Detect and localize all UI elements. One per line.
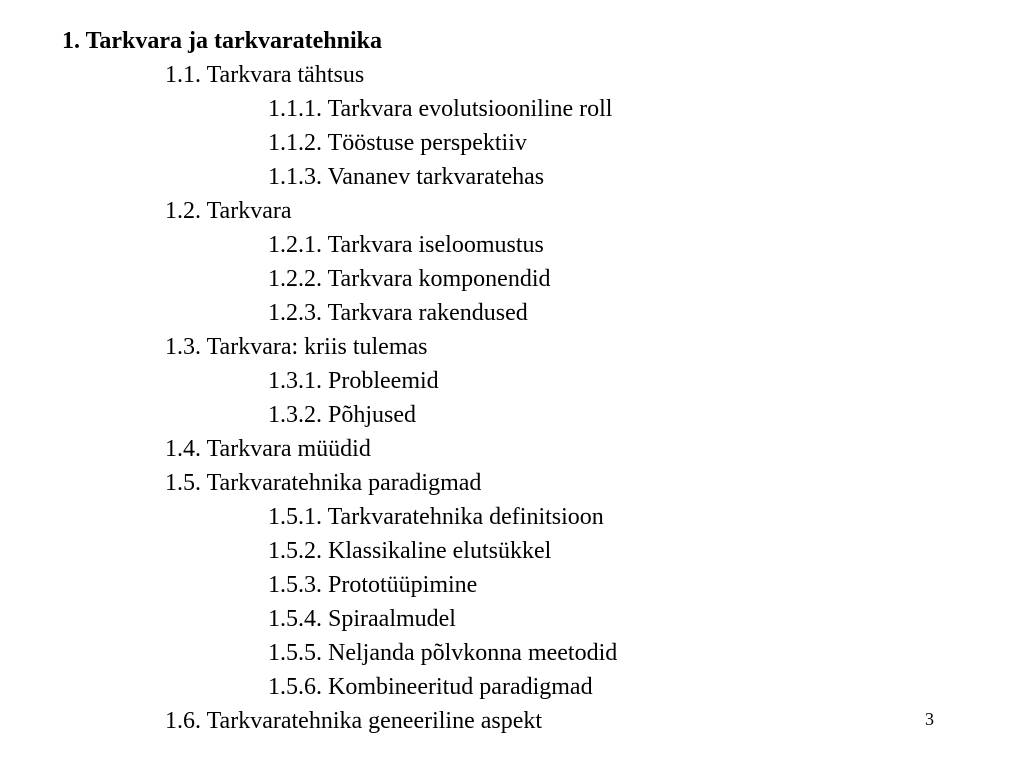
outline-item-1-1: 1.1. Tarkvara tähtsus	[165, 62, 365, 88]
outline-item-1-5-2: 1.5.2. Klassikaline elutsükkel	[268, 538, 552, 564]
outline-item-1-3: 1.3. Tarkvara: kriis tulemas	[165, 334, 428, 360]
outline-item-1-2-2: 1.2.2. Tarkvara komponendid	[268, 266, 551, 292]
outline-item-1-5: 1.5. Tarkvaratehnika paradigmad	[165, 470, 482, 496]
outline-item-1-3-1: 1.3.1. Probleemid	[268, 368, 439, 394]
outline-item-1-2-1: 1.2.1. Tarkvara iseloomustus	[268, 232, 544, 258]
outline-list	[62, 24, 617, 738]
outline-item-1-5-6: 1.5.6. Kombineeritud paradigmad	[268, 674, 593, 700]
outline-item-1-5-5: 1.5.5. Neljanda põlvkonna meetodid	[268, 640, 618, 666]
outline-item-1-1-3: 1.1.3. Vananev tarkvaratehas	[268, 164, 545, 190]
outline-item-1-5-1: 1.5.1. Tarkvaratehnika definitsioon	[268, 504, 604, 530]
outline-item-1-1-1: 1.1.1. Tarkvara evolutsiooniline roll	[268, 96, 613, 122]
outline-item-1-5-3: 1.5.3. Prototüüpimine	[268, 572, 478, 598]
page-number: 3	[925, 709, 934, 729]
outline-item-1-2-3: 1.2.3. Tarkvara rakendused	[268, 300, 528, 326]
outline-item-1-5-4: 1.5.4. Spiraalmudel	[268, 606, 456, 632]
outline-item-1-1-2: 1.1.2. Tööstuse perspektiiv	[268, 130, 527, 156]
outline-heading: 1. Tarkvara ja tarkvaratehnika	[62, 28, 383, 54]
outline-item-1-3-2: 1.3.2. Põhjused	[268, 402, 417, 428]
outline-item-1-6: 1.6. Tarkvaratehnika geneeriline aspekt	[165, 708, 543, 734]
outline-item-1-2: 1.2. Tarkvara	[165, 198, 292, 224]
outline-item-1-4: 1.4. Tarkvara müüdid	[165, 436, 371, 462]
